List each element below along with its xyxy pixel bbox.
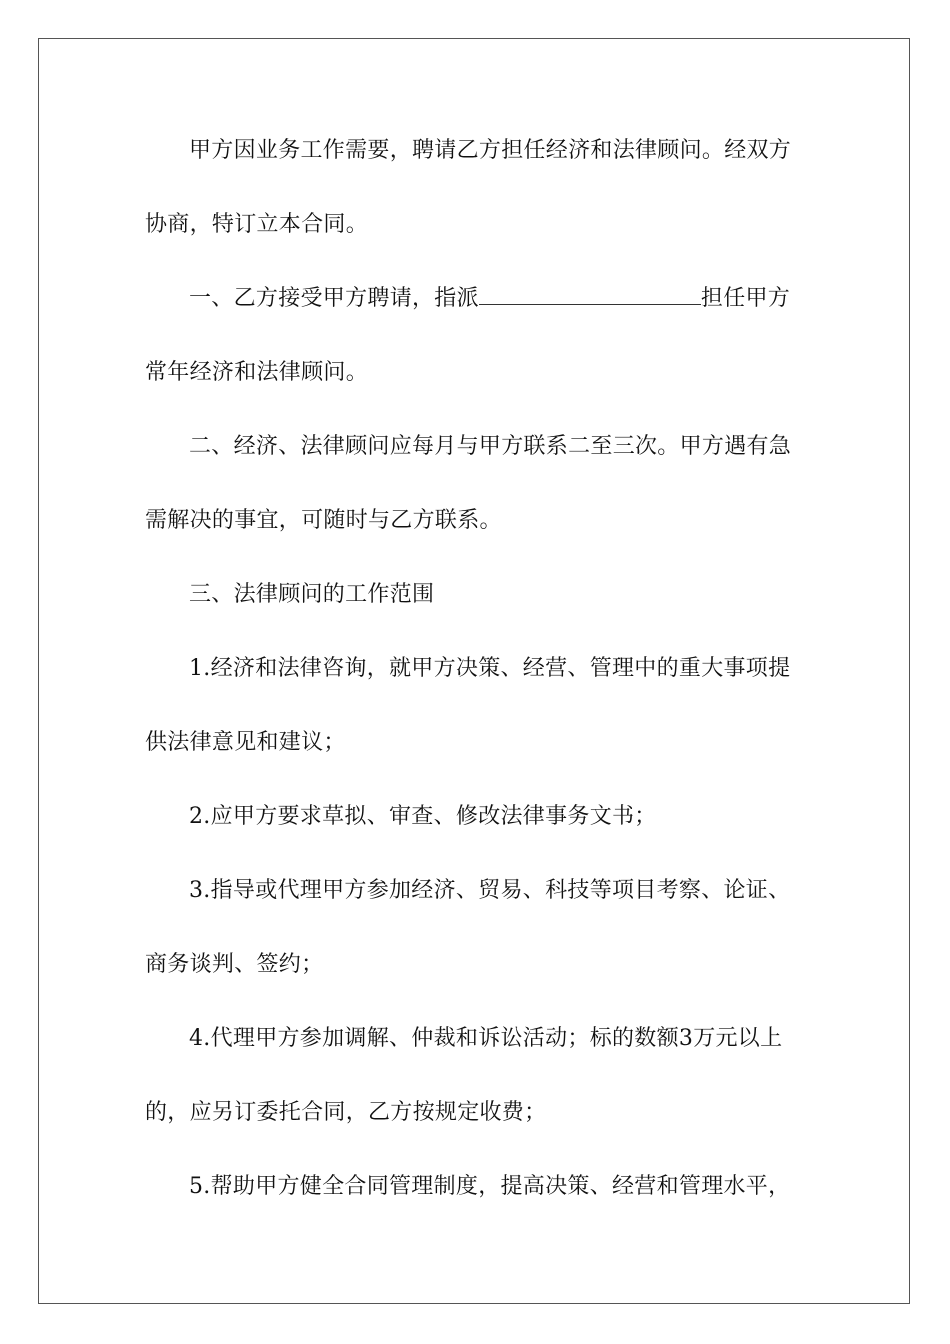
clause-1-text-after-blank: 担任甲方 bbox=[700, 286, 791, 311]
clause-1-text-before-blank: 一、乙方接受甲方聘请，指派 bbox=[189, 286, 479, 311]
clause-3-heading: 三、法律顾问的工作范围 bbox=[189, 582, 435, 607]
item-1-line-2: 供法律意见和建议； bbox=[145, 730, 346, 755]
fill-in-blank-line bbox=[479, 278, 701, 305]
paragraph-intro-line-2: 协商，特订立本合同。 bbox=[145, 212, 369, 237]
clause-1-line-1 bbox=[145, 276, 800, 350]
item-5-line-1: 5.帮助甲方健全合同管理制度，提高决策、经营和管理水平， bbox=[189, 1174, 791, 1199]
item-4-line-2: 的，应另订委托合同，乙方按规定收费； bbox=[145, 1100, 547, 1125]
item-4-line-1: 4.代理甲方参加调解、仲裁和诉讼活动；标的数额3万元以上 bbox=[189, 1026, 783, 1051]
clause-2-line-2: 需解决的事宜，可随时与乙方联系。 bbox=[145, 508, 502, 533]
item-3-line-1: 3.指导或代理甲方参加经济、贸易、科技等项目考察、论证、 bbox=[189, 878, 791, 903]
item-2-line-1: 2.应甲方要求草拟、审查、修改法律事务文书； bbox=[189, 804, 657, 829]
item-3-line-2: 商务谈判、签约； bbox=[145, 952, 324, 977]
paragraph-intro-line-1: 甲方因业务工作需要，聘请乙方担任经济和法律顾问。经双方 bbox=[189, 138, 792, 163]
contract-body bbox=[145, 128, 800, 1238]
clause-2-line-1: 二、经济、法律顾问应每月与甲方联系二至三次。甲方遇有急 bbox=[189, 434, 792, 459]
item-1-line-1: 1.经济和法律咨询，就甲方决策、经营、管理中的重大事项提 bbox=[189, 656, 791, 681]
clause-1-line-2: 常年经济和法律顾问。 bbox=[145, 360, 369, 385]
